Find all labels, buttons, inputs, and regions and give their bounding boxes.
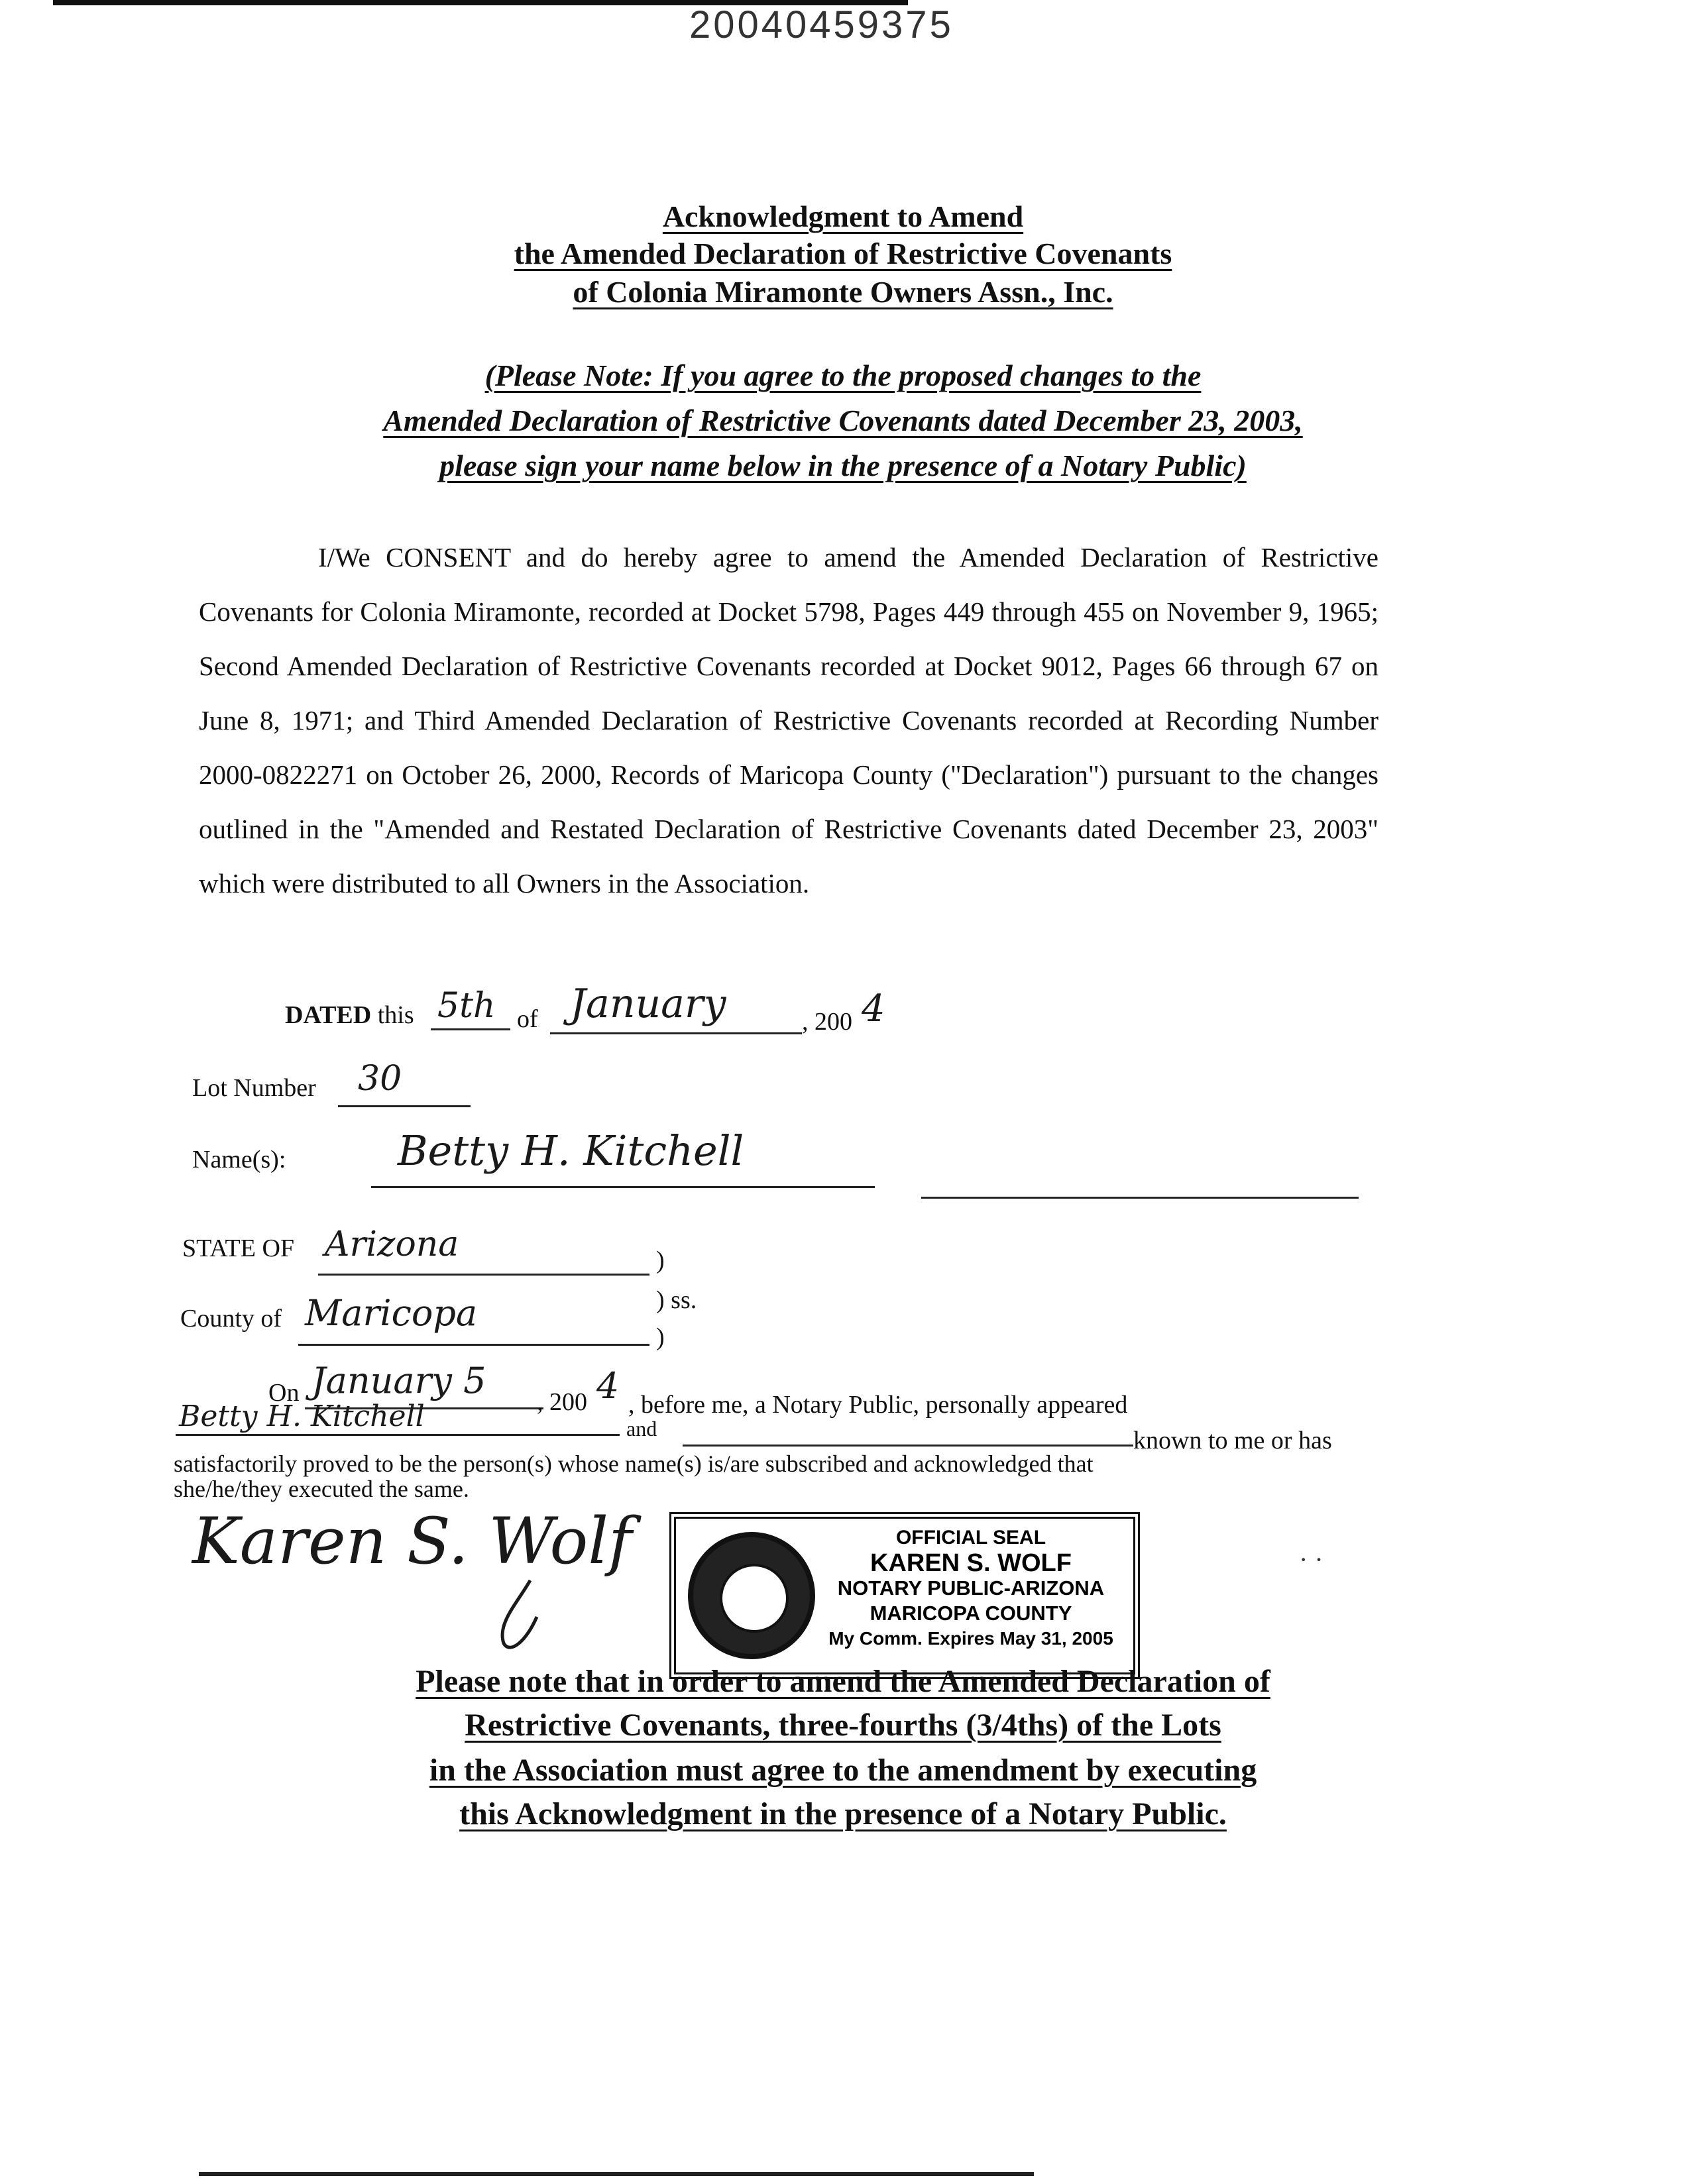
document-number: 20040459375 [689, 3, 954, 46]
scan-bottom-rule [199, 2172, 1034, 2176]
county-line [298, 1344, 649, 1346]
dated-month-value: January [570, 981, 726, 1027]
dated-month-line [550, 1032, 802, 1034]
dated-this: this [377, 1001, 414, 1029]
title-line-2: the Amended Declaration of Restrictive Covenants [514, 237, 1172, 270]
notary-year-prefix: , 200 [537, 1388, 587, 1416]
dated-year-digit: 4 [862, 987, 885, 1030]
notary-person-line [176, 1434, 620, 1436]
notary-and: and [626, 1417, 657, 1441]
seal-line-5: My Comm. Expires May 31, 2005 [828, 1628, 1113, 1649]
county-paren: ) [656, 1323, 665, 1351]
lot-number-line [338, 1105, 471, 1107]
notary-other-person-line [683, 1445, 1133, 1447]
dated-label: DATED [285, 1001, 372, 1029]
notary-date-value: January 5 [311, 1360, 486, 1401]
closing-line-3: in the Association must agree to the amendment by executing [429, 1753, 1257, 1788]
seal-line-2: KAREN S. WOLF [870, 1549, 1072, 1577]
notary-known: known to me or has [1133, 1427, 1332, 1454]
dated-day-line [431, 1028, 510, 1030]
notary-person-value: Betty H. Kitchell [179, 1399, 425, 1433]
seal-line-4: MARICOPA COUNTY [870, 1602, 1072, 1625]
state-label: STATE OF [182, 1234, 295, 1262]
notary-line-2: satisfactorily proved to be the person(s) whose name(s) is/are subscribed and acknowledged that [174, 1450, 1094, 1477]
state-line [318, 1274, 649, 1276]
notary-line-3: she/he/they executed the same. [174, 1476, 469, 1502]
consent-paragraph: I/We CONSENT and do hereby agree to amend the Amended Declaration of Restrictive Covenants for Colonia Miramonte, recorded at Docket 5798, Pages 449 through 455 on November 9, 1965; Second Amended Declaration of Restrictive Covenants recorded at Docket 9012, Pages 66 through 67 on June 8, 1971; and Third Amended Declaration of Restrictive Covenants recorded at Recording Number 2000-0822271 on October 26, 2000, Records of Maricopa County ("Declaration") pursuant to the changes outlined in the "Amended and Restated Declaration of Restrictive Covenants dated December 23, 2003" which were distributed to all Owners in the Association. [199, 542, 1378, 899]
names-label: Name(s): [192, 1146, 286, 1174]
closing-line-2: Restrictive Covenants, three-fourths (3/4ths) of the Lots [465, 1708, 1221, 1743]
ss-label: ) ss. [656, 1286, 697, 1314]
dated-row [285, 1001, 414, 1030]
closing-line-1: Please note that in order to amend the Amended Declaration of [416, 1664, 1270, 1699]
seal-line-1: OFFICIAL SEAL [895, 1527, 1046, 1549]
notary-on: On [268, 1379, 300, 1407]
county-value: Maricopa [305, 1292, 478, 1334]
title-line-3: of Colonia Miramonte Owners Assn., Inc. [573, 275, 1113, 309]
seal-text [818, 1525, 1123, 1651]
note-line-2: Amended Declaration of Restrictive Covenants dated December 23, 2003, [383, 404, 1303, 437]
names-signature: Betty H. Kitchell [398, 1126, 744, 1175]
note-line-1: (Please Note: If you agree to the proposed changes to the [484, 358, 1202, 392]
seal-line-3: NOTARY PUBLIC-ARIZONA [837, 1576, 1105, 1600]
lot-number-label: Lot Number [192, 1074, 316, 1102]
notary-seal [669, 1512, 1140, 1679]
notary-year-digit: 4 [596, 1365, 620, 1407]
state-paren: ) [656, 1246, 665, 1274]
signature-flourish [490, 1577, 563, 1657]
dated-of: of [517, 1005, 538, 1033]
dated-year-prefix: , 200 [802, 1008, 852, 1036]
names-line-2 [921, 1197, 1359, 1199]
dated-day-value: 5th [437, 986, 496, 1026]
closing-line-4: this Acknowledgment in the presence of a Notary Public. [459, 1796, 1227, 1831]
state-value: Arizona [325, 1225, 459, 1264]
note-line-3: please sign your name below in the presence of a Notary Public) [439, 449, 1247, 482]
names-line-1 [371, 1186, 875, 1188]
scan-specks: · · [1299, 1545, 1323, 1574]
county-label: County of [180, 1305, 282, 1333]
seal-emblem-icon [688, 1532, 815, 1659]
notary-signature: Karen S. Wolf [192, 1504, 632, 1578]
notary-after-date: , before me, a Notary Public, personally appeared [628, 1391, 1128, 1419]
lot-number-value: 30 [358, 1059, 402, 1099]
title-line-1: Acknowledgment to Amend [662, 199, 1024, 233]
